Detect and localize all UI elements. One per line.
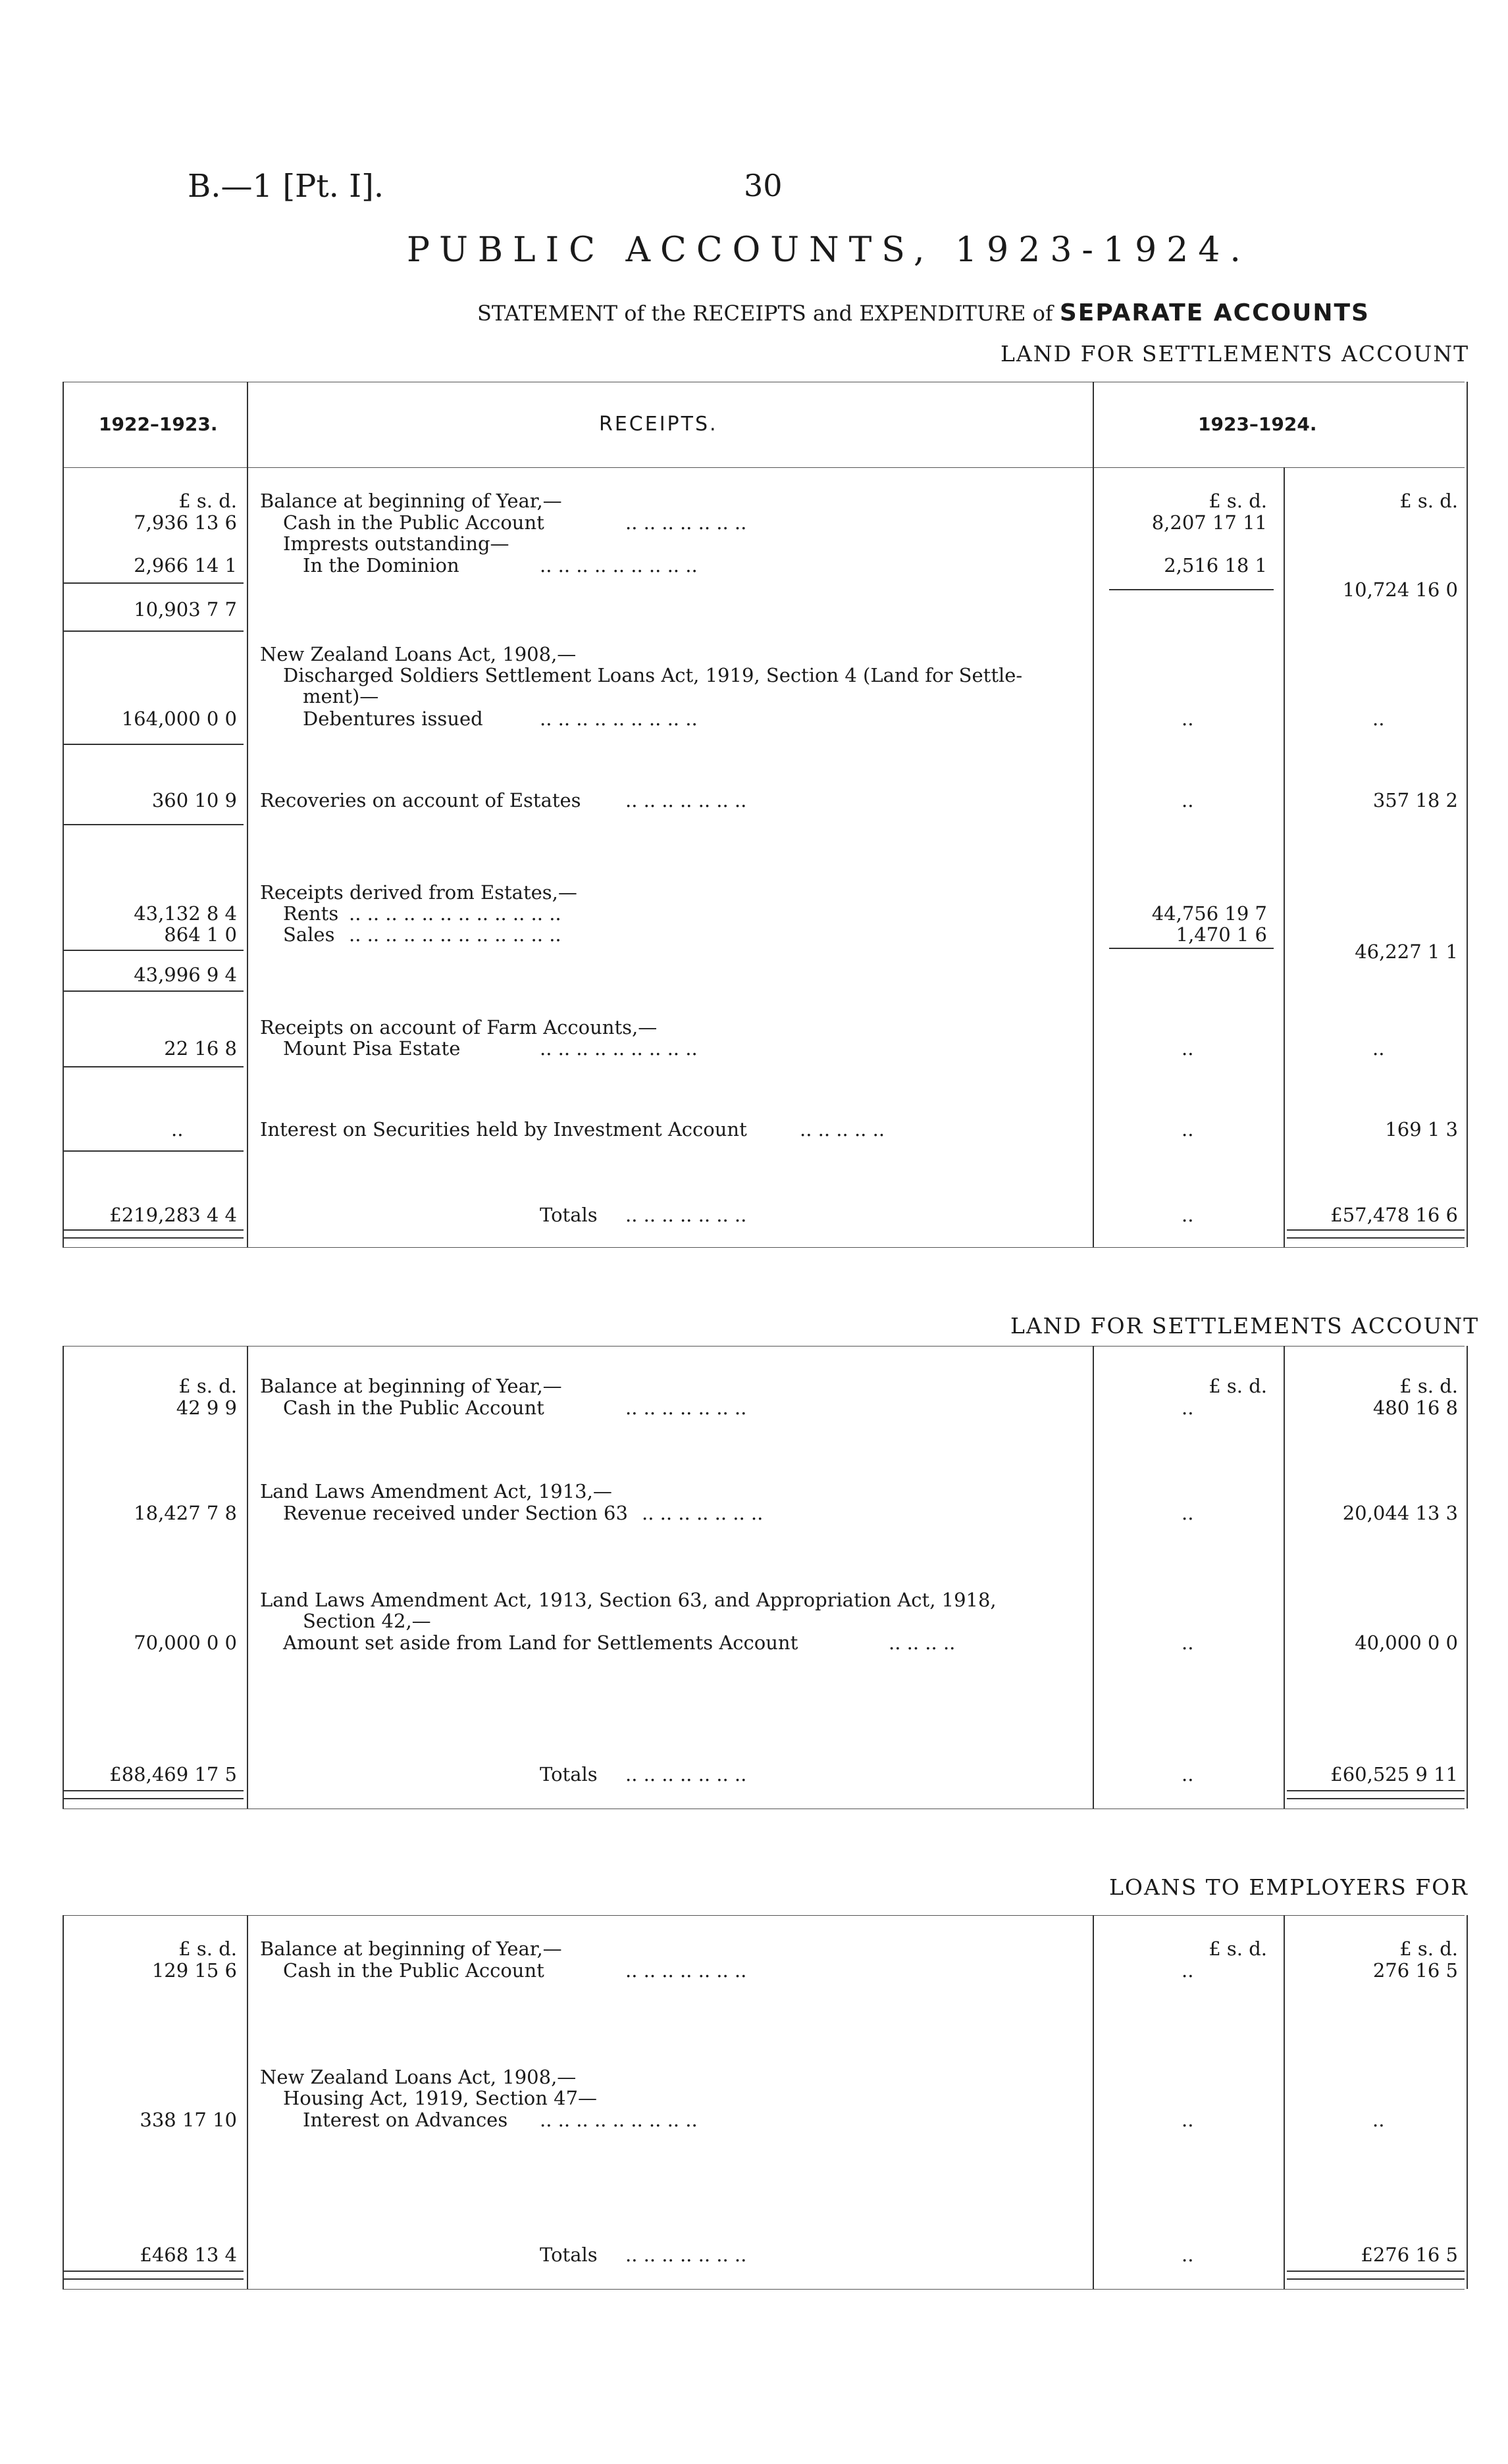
s3-interest-curr-b: .. bbox=[1372, 2109, 1385, 2131]
s2-cash-curr-a: .. bbox=[1182, 1397, 1194, 1419]
debentures-curr-a: .. bbox=[1182, 707, 1194, 730]
section2-title: LAND FOR SETTLEMENTS ACCOUNT bbox=[1010, 1313, 1480, 1339]
dominion-prev: 2,966 14 1 bbox=[134, 554, 237, 577]
leader-dots: .. .. .. .. .. .. .. bbox=[642, 1502, 764, 1524]
leader-dots: .. .. .. .. .. .. .. bbox=[625, 1763, 747, 1785]
s2-totals-label: Totals bbox=[540, 1763, 598, 1785]
cash-prev: 7,936 13 6 bbox=[134, 511, 237, 534]
pisa-curr-a: .. bbox=[1182, 1037, 1194, 1060]
s3-totals-curr: £276 16 5 bbox=[1361, 2244, 1458, 2266]
leader-dots: .. .. .. .. .. .. .. bbox=[625, 1397, 747, 1419]
s2-balance-heading: Balance at beginning of Year,— bbox=[260, 1375, 562, 1397]
s2-setaside-curr: 40,000 0 0 bbox=[1355, 1631, 1458, 1654]
leader-dots: .. .. .. .. .. bbox=[800, 1118, 885, 1141]
leader-dots: .. .. .. .. .. .. .. bbox=[625, 1204, 747, 1226]
s2-currency-prev: £ s. d. bbox=[178, 1375, 237, 1397]
estates-prev-total: 43,996 9 4 bbox=[134, 963, 237, 986]
totals-label: Totals bbox=[540, 1204, 598, 1226]
totals-prev: £219,283 4 4 bbox=[109, 1204, 237, 1226]
s2-revenue-curr: 20,044 13 3 bbox=[1342, 1502, 1458, 1524]
imprests-heading: Imprests outstanding— bbox=[283, 532, 509, 555]
nzloans-heading: New Zealand Loans Act, 1908,— bbox=[260, 643, 577, 665]
cash-label: Cash in the Public Account bbox=[283, 511, 544, 534]
page-title: PUBLIC ACCOUNTS, 1923-1924. bbox=[407, 230, 1251, 270]
recoveries-curr: 357 18 2 bbox=[1372, 789, 1458, 811]
sales-prev: 864 1 0 bbox=[164, 923, 237, 946]
totals-curr-a: .. bbox=[1182, 1204, 1194, 1226]
s2-laws-heading: Land Laws Amendment Act, 1913,— bbox=[260, 1480, 612, 1502]
leader-dots: .. .. .. .. .. .. .. .. .. bbox=[540, 707, 698, 730]
soldiers-line1: Discharged Soldiers Settlement Loans Act, 1919, Section 4 (Land for Settle- bbox=[283, 664, 1023, 686]
s3-cash-curr: 276 16 5 bbox=[1372, 1959, 1458, 1982]
estates-curr-total: 46,227 1 1 bbox=[1355, 940, 1458, 963]
s3-totals-prev: £468 13 4 bbox=[140, 2244, 237, 2266]
s2-cash-curr: 480 16 8 bbox=[1372, 1397, 1458, 1419]
recoveries-prev: 360 10 9 bbox=[151, 789, 237, 811]
recoveries-curr-a: .. bbox=[1182, 789, 1194, 811]
statement-prefix: STATEMENT of the RECEIPTS and EXPENDITURE of bbox=[477, 301, 1053, 326]
rents-label: Rents bbox=[283, 902, 339, 925]
currency-curr-a: £ s. d. bbox=[1209, 490, 1267, 512]
debentures-prev: 164,000 0 0 bbox=[121, 707, 237, 730]
leader-dots: .. .. .. .. bbox=[889, 1631, 956, 1654]
leader-dots: .. .. .. .. .. .. .. .. .. .. .. .. bbox=[349, 923, 561, 946]
s2-revenue-label: Revenue received under Section 63 bbox=[283, 1502, 628, 1524]
soldiers-line2: ment)— bbox=[303, 685, 379, 707]
s3-currency-curr-a: £ s. d. bbox=[1209, 1938, 1267, 1960]
s3-currency-prev: £ s. d. bbox=[178, 1938, 237, 1960]
leader-dots: .. .. .. .. .. .. .. .. .. bbox=[540, 1037, 698, 1060]
dominion-label: In the Dominion bbox=[303, 554, 459, 577]
currency-curr-b: £ s. d. bbox=[1399, 490, 1458, 512]
sales-label: Sales bbox=[283, 923, 335, 946]
leader-dots: .. .. .. .. .. .. .. bbox=[625, 789, 747, 811]
s2-totals-curr: £60,525 9 11 bbox=[1330, 1763, 1458, 1785]
pisa-curr-b: .. bbox=[1372, 1037, 1385, 1060]
sales-curr: 1,470 1 6 bbox=[1176, 923, 1267, 946]
statement-heading bbox=[477, 299, 1370, 326]
estates-heading: Receipts derived from Estates,— bbox=[260, 881, 577, 904]
leader-dots: .. .. .. .. .. .. .. bbox=[625, 2244, 747, 2266]
s3-cash-label: Cash in the Public Account bbox=[283, 1959, 544, 1982]
page-number: 30 bbox=[744, 168, 783, 203]
s2-setaside-prev: 70,000 0 0 bbox=[134, 1631, 237, 1654]
s2-approp-line2: Section 42,— bbox=[303, 1610, 431, 1632]
section1-title: LAND FOR SETTLEMENTS ACCOUNT bbox=[1001, 341, 1470, 367]
leader-dots: .. .. .. .. .. .. .. bbox=[625, 511, 747, 534]
series-reference: B.—1 [Pt. I]. bbox=[188, 168, 384, 205]
s2-revenue-prev: 18,427 7 8 bbox=[134, 1502, 237, 1524]
col-prev-year: 1922–1923. bbox=[99, 413, 218, 435]
s2-setaside-label: Amount set aside from Land for Settlements Account bbox=[283, 1631, 798, 1654]
col-curr-year: 1923–1924. bbox=[1198, 413, 1317, 435]
s2-approp-line1: Land Laws Amendment Act, 1913, Section 63, and Appropriation Act, 1918, bbox=[260, 1589, 997, 1611]
debentures-label: Debentures issued bbox=[303, 707, 483, 730]
s3-nzloans-heading: New Zealand Loans Act, 1908,— bbox=[260, 2066, 577, 2088]
interest-curr-a: .. bbox=[1182, 1118, 1194, 1141]
col-receipts: RECEIPTS. bbox=[599, 413, 718, 436]
s3-cash-curr-a: .. bbox=[1182, 1959, 1194, 1982]
leader-dots: .. .. .. .. .. .. .. bbox=[625, 1959, 747, 1982]
s3-totals-curr-a: .. bbox=[1182, 2244, 1194, 2266]
s2-totals-prev: £88,469 17 5 bbox=[109, 1763, 237, 1785]
s3-housing-heading: Housing Act, 1919, Section 47— bbox=[283, 2087, 598, 2109]
s3-cash-prev: 129 15 6 bbox=[151, 1959, 237, 1982]
leader-dots: .. .. .. .. .. .. .. .. .. bbox=[540, 2109, 698, 2131]
s3-interest-label: Interest on Advances bbox=[303, 2109, 508, 2131]
currency-prev: £ s. d. bbox=[178, 490, 237, 512]
farm-heading: Receipts on account of Farm Accounts,— bbox=[260, 1016, 658, 1039]
totals-curr: £57,478 16 6 bbox=[1330, 1204, 1458, 1226]
rents-curr: 44,756 19 7 bbox=[1151, 902, 1267, 925]
interest-prev: .. bbox=[171, 1118, 184, 1141]
recoveries-label: Recoveries on account of Estates bbox=[260, 789, 581, 811]
debentures-curr-b: .. bbox=[1372, 707, 1385, 730]
leader-dots: .. .. .. .. .. .. .. .. .. .. .. .. bbox=[349, 902, 561, 925]
pisa-label: Mount Pisa Estate bbox=[283, 1037, 461, 1060]
rents-prev: 43,132 8 4 bbox=[134, 902, 237, 925]
s3-balance-heading: Balance at beginning of Year,— bbox=[260, 1938, 562, 1960]
s2-currency-curr-b: £ s. d. bbox=[1399, 1375, 1458, 1397]
interest-curr: 169 1 3 bbox=[1385, 1118, 1458, 1141]
s3-interest-curr-a: .. bbox=[1182, 2109, 1194, 2131]
statement-bold: SEPARATE ACCOUNTS bbox=[1059, 299, 1370, 326]
interest-label: Interest on Securities held by Investment Account bbox=[260, 1118, 747, 1141]
balance-heading: Balance at beginning of Year,— bbox=[260, 490, 562, 512]
s3-interest-prev: 338 17 10 bbox=[140, 2109, 237, 2131]
dominion-curr: 2,516 18 1 bbox=[1164, 554, 1267, 577]
balance-curr-total: 10,724 16 0 bbox=[1342, 578, 1458, 601]
balance-prev-total: 10,903 7 7 bbox=[134, 598, 237, 621]
s2-setaside-curr-a: .. bbox=[1182, 1631, 1194, 1654]
s2-revenue-curr-a: .. bbox=[1182, 1502, 1194, 1524]
s2-cash-label: Cash in the Public Account bbox=[283, 1397, 544, 1419]
s2-totals-curr-a: .. bbox=[1182, 1763, 1194, 1785]
cash-curr: 8,207 17 11 bbox=[1151, 511, 1267, 534]
leader-dots: .. .. .. .. .. .. .. .. .. bbox=[540, 554, 698, 577]
section3-title: LOANS TO EMPLOYERS FOR bbox=[1109, 1874, 1469, 1900]
pisa-prev: 22 16 8 bbox=[164, 1037, 237, 1060]
s3-totals-label: Totals bbox=[540, 2244, 598, 2266]
s3-currency-curr-b: £ s. d. bbox=[1399, 1938, 1458, 1960]
s2-cash-prev: 42 9 9 bbox=[176, 1397, 237, 1419]
s2-currency-curr-a: £ s. d. bbox=[1209, 1375, 1267, 1397]
